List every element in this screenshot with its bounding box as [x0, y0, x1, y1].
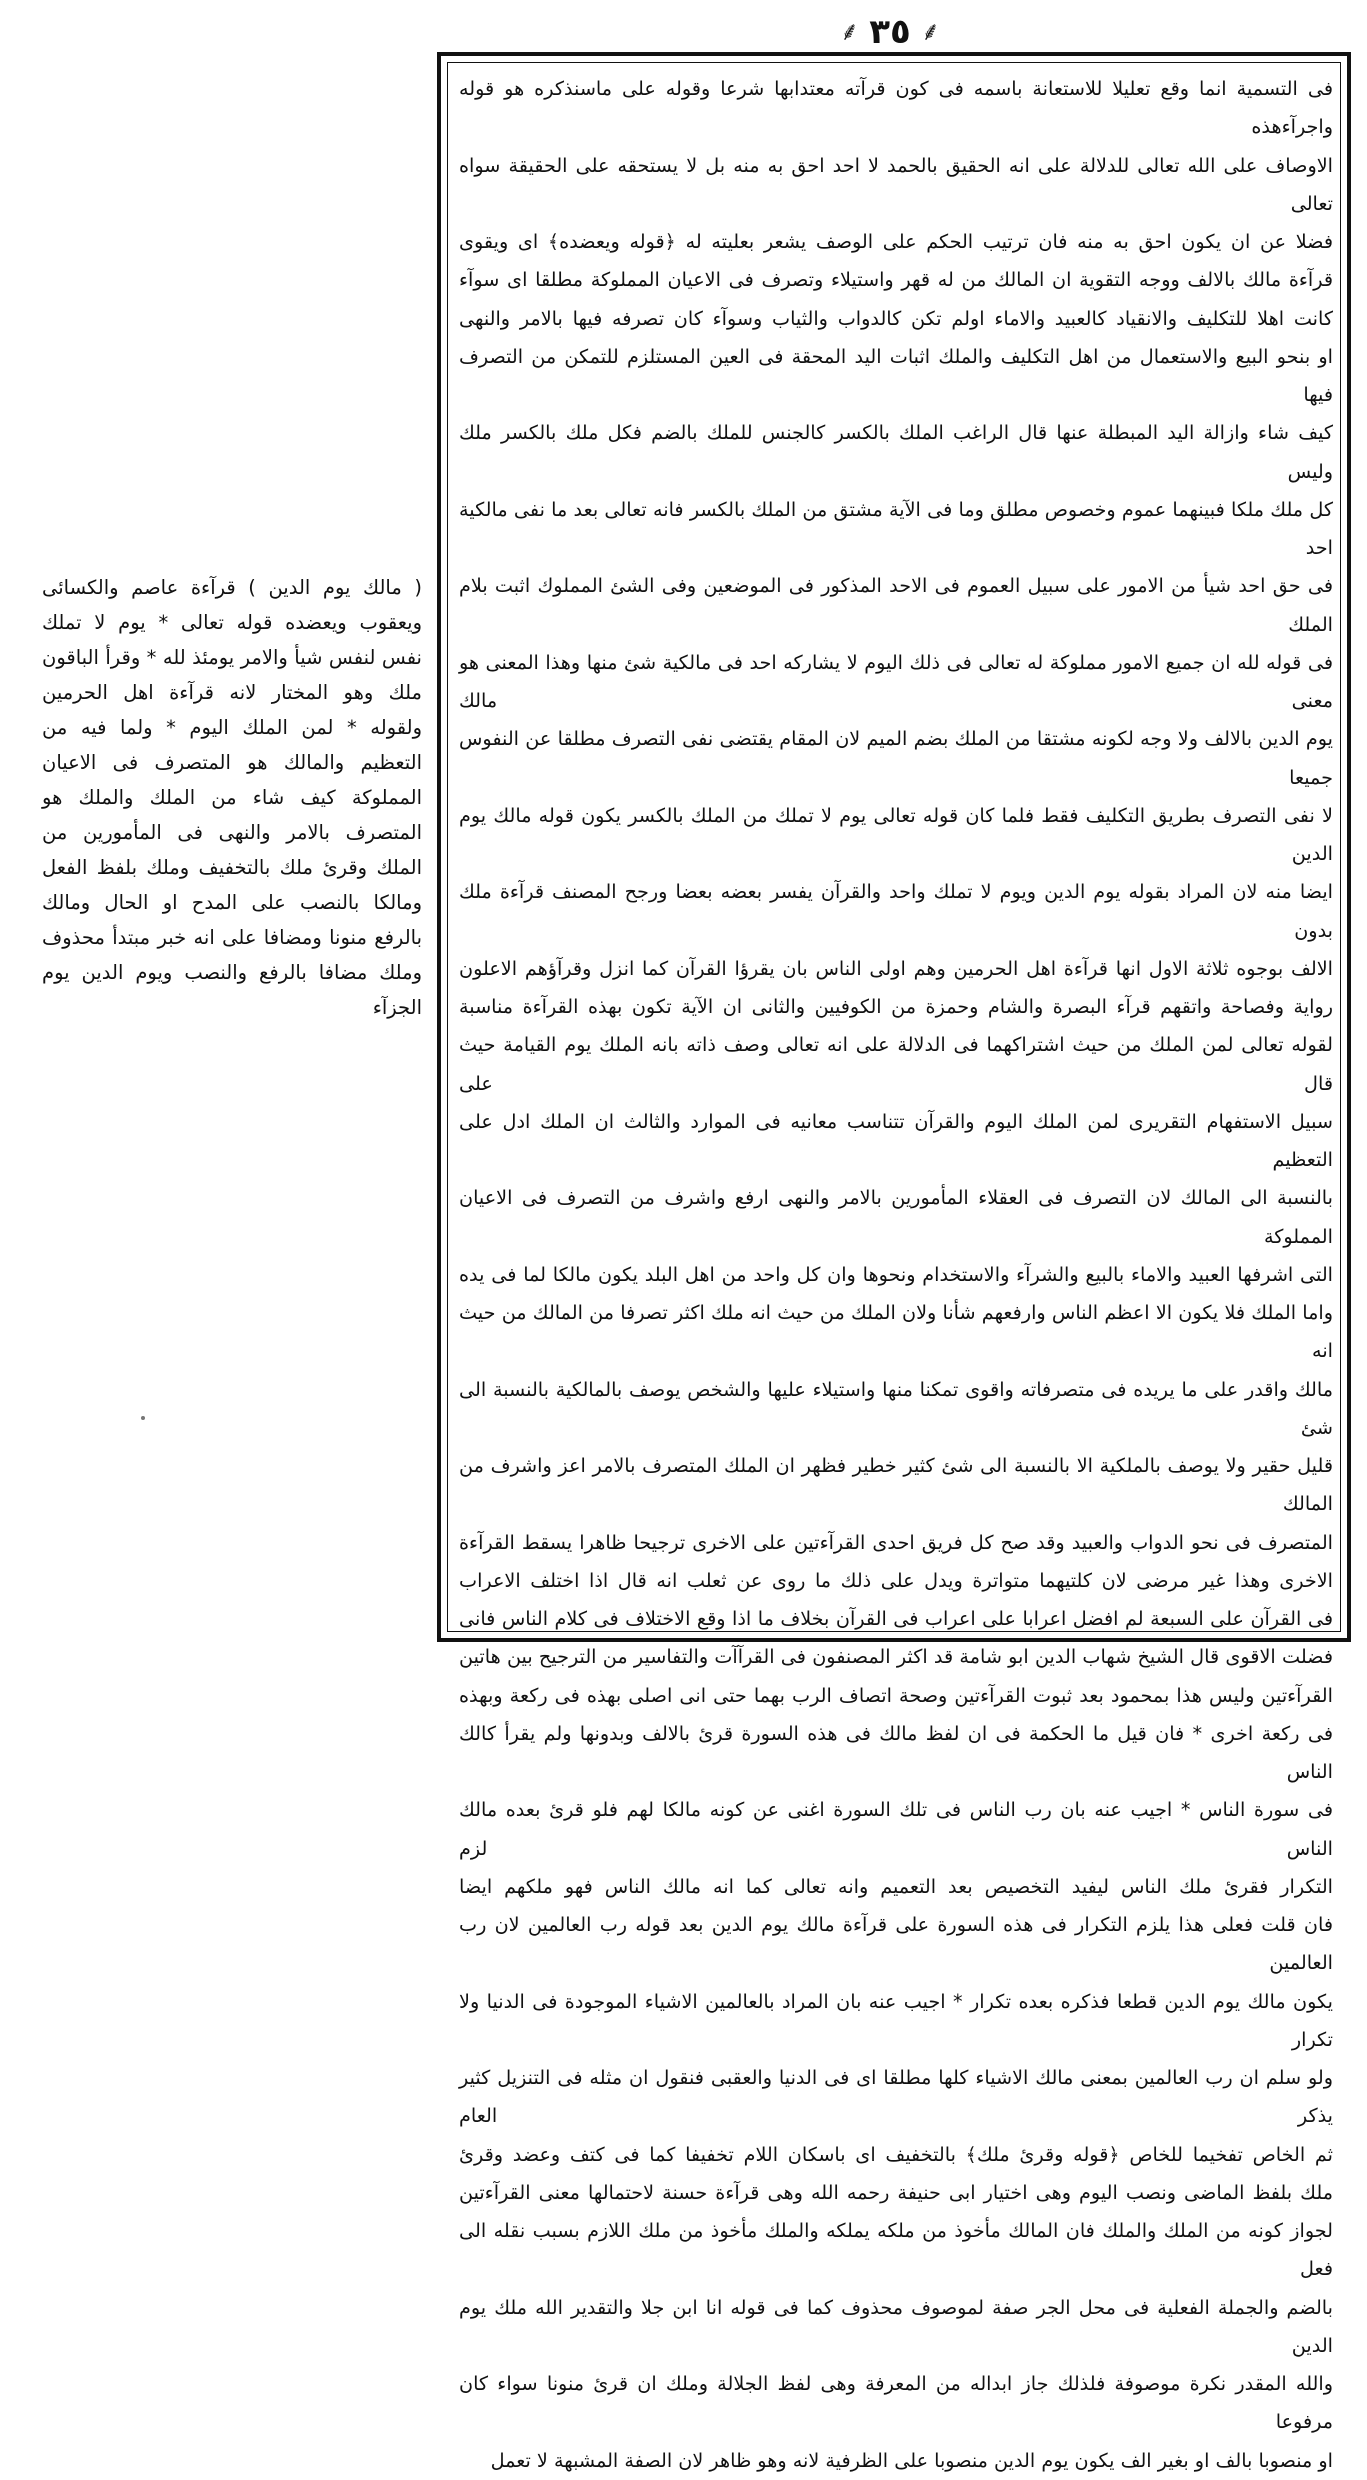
text-line: لقوله تعالى لمن الملك من حيث اشتراكهما فى الدلالة على انه تعالى وصف ذاته بانه الملك يوم القيامة حيث قال على	[459, 1033, 1333, 1095]
text-line: مالك واقدر على ما يريده فى متصرفاته واقوى تمكنا منها واستيلاء عليها والشخص يوصف بالمالكية بالنسبة الى شئ	[459, 1377, 1333, 1439]
text-line: ولو سلم ان رب العالمين بمعنى مالك الاشياء كلها مطلقا اى فى الدنيا والعقبى فنقول ان مثله فى التنزيل كثير يذكر العام	[459, 2066, 1333, 2128]
text-line: والله المقدر نكرة موصوفة فلذلك جاز ابداله من المعرفة وهى لفظ الجلالة وملك ان قرئ منونا سواء كان مرفوعا	[459, 2372, 1333, 2434]
text-line: قرآءة مالك بالالف ووجه التقوية ان المالك من له قهر واستيلاء وتصرف فى الاعيان المملوكة مطلقا اى سوآء	[459, 268, 1333, 292]
right-ornament-icon: ⸙	[920, 17, 941, 47]
text-line: فان قلت فعلى هذا يلزم التكرار فى هذه السورة على قرآءة مالك يوم الدين بعد قوله رب العالمين لان رب العالمين	[459, 1913, 1333, 1975]
text-line: فى قوله لله ان جميع الامور مملوكة له تعالى فى ذلك اليوم لا يشاركه احد فى مالكية شئ منها وهذا المعنى هو معنى مالك	[459, 650, 1333, 712]
text-line: او بنحو البيع والاستعمال من اهل التكليف والملك اثبات اليد المحقة فى العين المستلزم للتمكن من التصرف فيها	[459, 344, 1333, 406]
text-line: كانت اهلا للتكليف والانقياد كالعبيد والاماء اولم تكن كالدواب والثياب وسوآء كان تصرفه فيها بالامر والنهى	[459, 306, 1333, 330]
text-line: قليل حقير ولا يوصف بالملكية الا بالنسبة الى شئ كثير خطير فظهر ان الملك المتصرف بالامر اعز واشرف من المالك	[459, 1454, 1333, 1516]
left-ornament-icon: ⸙	[839, 17, 860, 47]
text-line: بالنسبة الى المالك لان التصرف فى العقلاء المأمورين بالامر والنهى ارفع واشرف من التصرف فى الاعيان المملوكة	[459, 1186, 1333, 1248]
text-line: فى حق احد شيأ من الامور على سبيل العموم فى الاحد المذكور فى الموضعين وفى الشئ المملوك اثبت بلام الملك	[459, 574, 1333, 636]
page-header	[790, 14, 990, 50]
text-line: الالف بوجوه ثلاثة الاول انها قرآءة اهل الحرمين وهم اولى الناس بان يقرؤا القرآن كما انزل وقرآؤهم الاعلون	[459, 956, 1333, 980]
text-line: ايضا منه لان المراد بقوله يوم الدين ويوم لا تملك واحد والقرآن يفسر بعضه بعضا ورجح المصنف قرآءة ملك بدون	[459, 880, 1333, 942]
text-line: فى ركعة اخرى * فان قيل ما الحكمة فى ان لفظ مالك فى هذه السورة قرئ بالالف وبدونها ولم يقرأ كالك الناس	[459, 1721, 1333, 1783]
text-line: يكون مالك يوم الدين قطعا فذكره بعده تكرار * اجيب عنه بان المراد بالعالمين الاشياء الموجودة فى الدنيا ولا تكرار	[459, 1989, 1333, 2051]
text-line: كل ملك ملكا فبينهما عموم وخصوص مطلق وما فى الآية مشتق من الملك بالكسر فانه تعالى بعد ما نفى مالكية احد	[459, 497, 1333, 559]
text-line: القرآءتين وليس هذا بمحمود بعد ثبوت القرآءتين وصحة اتصاف الرب بهما حتى انى اصلى بهذه فى ركعة وبهذه	[459, 1683, 1333, 1707]
page-number: ٣٥	[869, 12, 911, 52]
margin-note	[42, 570, 422, 1025]
text-line: سبيل الاستفهام التقريرى لمن الملك اليوم والقرآن تتناسب معانيه فى الموارد والثالث ان الملك ادل على التعظيم	[459, 1109, 1333, 1171]
margin-note-text: ( مالك يوم الدين ) قرآءة عاصم والكسائى ويعقوب ويعضده قوله تعالى * يوم لا تملك نفس لنفس شيأ والامر يومئذ لله * وقرأ الباقون ملك وهو المختار لانه قرآءة اهل الحرمين ولقوله * لمن الملك اليوم * ولما فيه من التعظيم والمالك هو المتصرف فى الاعيان المملوكة كيف شاء من الملك والملك هو المتصرف بالامر والنهى فى المأمورين من الملك وقرئ ملك بالتخفيف وملك بلفظ الفعل ومالكا بالنصب على المدح او الحال ومالك بالرفع منونا ومضافا على انه خبر مبتدأ محذوف وملك مضافا بالرفع والنصب ويوم الدين يوم الجزآء	[42, 576, 422, 1019]
text-line: التكرار فقرئ ملك الناس ليفيد التخصيص بعد التعميم وانه تعالى كما انه مالك الناس فهو ملكهم ايضا	[459, 1874, 1333, 1898]
text-line: فى القرآن على السبعة لم افضل اعرابا على اعراب فى القرآن بخلاف ما اذا وقع الاختلاف فى كلام الناس فانى	[459, 1607, 1333, 1630]
text-line: واما الملك فلا يكون الا اعظم الناس وارفعهم شأنا ولان الملك من حيث انه ملك اكثر تصرفا من المالك من حيث انه	[459, 1301, 1333, 1363]
text-line: التى اشرفها العبيد والاماء بالبيع والشرآء والاستخدام ونحوها وان كل واحد من اهل البلد يكون مالكا لما فى يده	[459, 1262, 1333, 1286]
text-line: ثم الخاص تفخيما للخاص ﴿قوله وقرئ ملك﴾ بالتخفيف اى باسكان اللام تخفيفا كما فى كتف وعضد وقرئ	[459, 2142, 1333, 2166]
text-line: فضلا عن ان يكون احق به منه فان ترتيب الحكم على الوصف يشعر بعليته له ﴿قوله ويعضده﴾ اى ويقوى	[459, 230, 1333, 253]
text-line: لا نفى التصرف بطريق التكليف فقط فلما كان قوله تعالى يوم لا تملك من الملك بالكسر يكون قوله مالك يوم الدين	[459, 803, 1333, 865]
text-line: رواية وفصاحة واتقهم قرآء البصرة والشام وحمزة من الكوفيين والثانى ان الآية تكون بهذه القرآءة مناسبة	[459, 995, 1333, 1018]
text-line: بالضم والجملة الفعلية فى محل الجر صفة لموصوف محذوف كما فى قوله انا ابن جلا والتقدير الله ملك يوم الدين	[459, 2295, 1333, 2357]
text-line: فضلت الاقوى قال الشيخ شهاب الدين ابو شامة قد اكثر المصنفون فى القرآآت والتفاسير من الترجيح بين هاتين	[459, 1645, 1333, 1669]
text-line: فى سورة الناس * اجيب عنه بان رب الناس فى تلك السورة اغنى عن كونه مالكا لهم فلو قرئ بعده مالك الناس لزم	[459, 1798, 1333, 1860]
text-line: كيف شاء وازالة اليد المبطلة عنها قال الراغب الملك بالكسر كالجنس للملك بالضم فكل ملك بالكسر ملك وليس	[459, 421, 1333, 483]
stray-dot	[141, 1416, 145, 1420]
main-commentary-text	[459, 70, 1333, 2472]
text-line: ملك بلفظ الماضى ونصب اليوم وهى اختيار ابى حنيفة رحمه الله وهى قرآءة حسنة لاحتمالها معنى القرآءتين	[459, 2180, 1333, 2204]
text-line: فى التسمية انما وقع تعليلا للاستعانة باسمه فى كون قرآته معتدابها شرعا وقوله على ماسنذكره هو قوله واجرآءهذه	[459, 77, 1333, 139]
main-text-frame	[437, 52, 1351, 2472]
text-line: يوم الدين بالالف ولا وجه لكونه مشتقا من الملك بضم الميم لان المقام يقتضى نفى التصرف مطلقا عن النفوس جميعا	[459, 727, 1333, 789]
text-line: الاخرى وهذا غير مرضى لان كلتيهما متواترة ويدل على ذلك ما روى عن ثعلب انه قال اذا اختلف الاعراب	[459, 1568, 1333, 1592]
text-line: المتصرف فى نحو الدواب والعبيد وقد صح كل فريق احدى القرآءتين على الاخرى ترجيحا ظاهرا يسقط القرآءة	[459, 1530, 1333, 1554]
text-line: او منصوبا بالف او بغير الف يكون يوم الدين منصوبا على الظرفية لانه وهو ظاهر لان الصفة المشبهة لا تعمل	[490, 2448, 1333, 2472]
text-line: الاوصاف على الله تعالى للدلالة على انه الحقيق بالحمد لا احد احق به منه بل لا يستحقه على الحقيقة سواه تعالى	[459, 153, 1333, 215]
text-line: لجواز كونه من الملك والملك فان المالك مأخوذ من ملكه يملكه والملك مأخوذ من ملك اللازم بسبب نقله الى فعل	[459, 2219, 1333, 2281]
